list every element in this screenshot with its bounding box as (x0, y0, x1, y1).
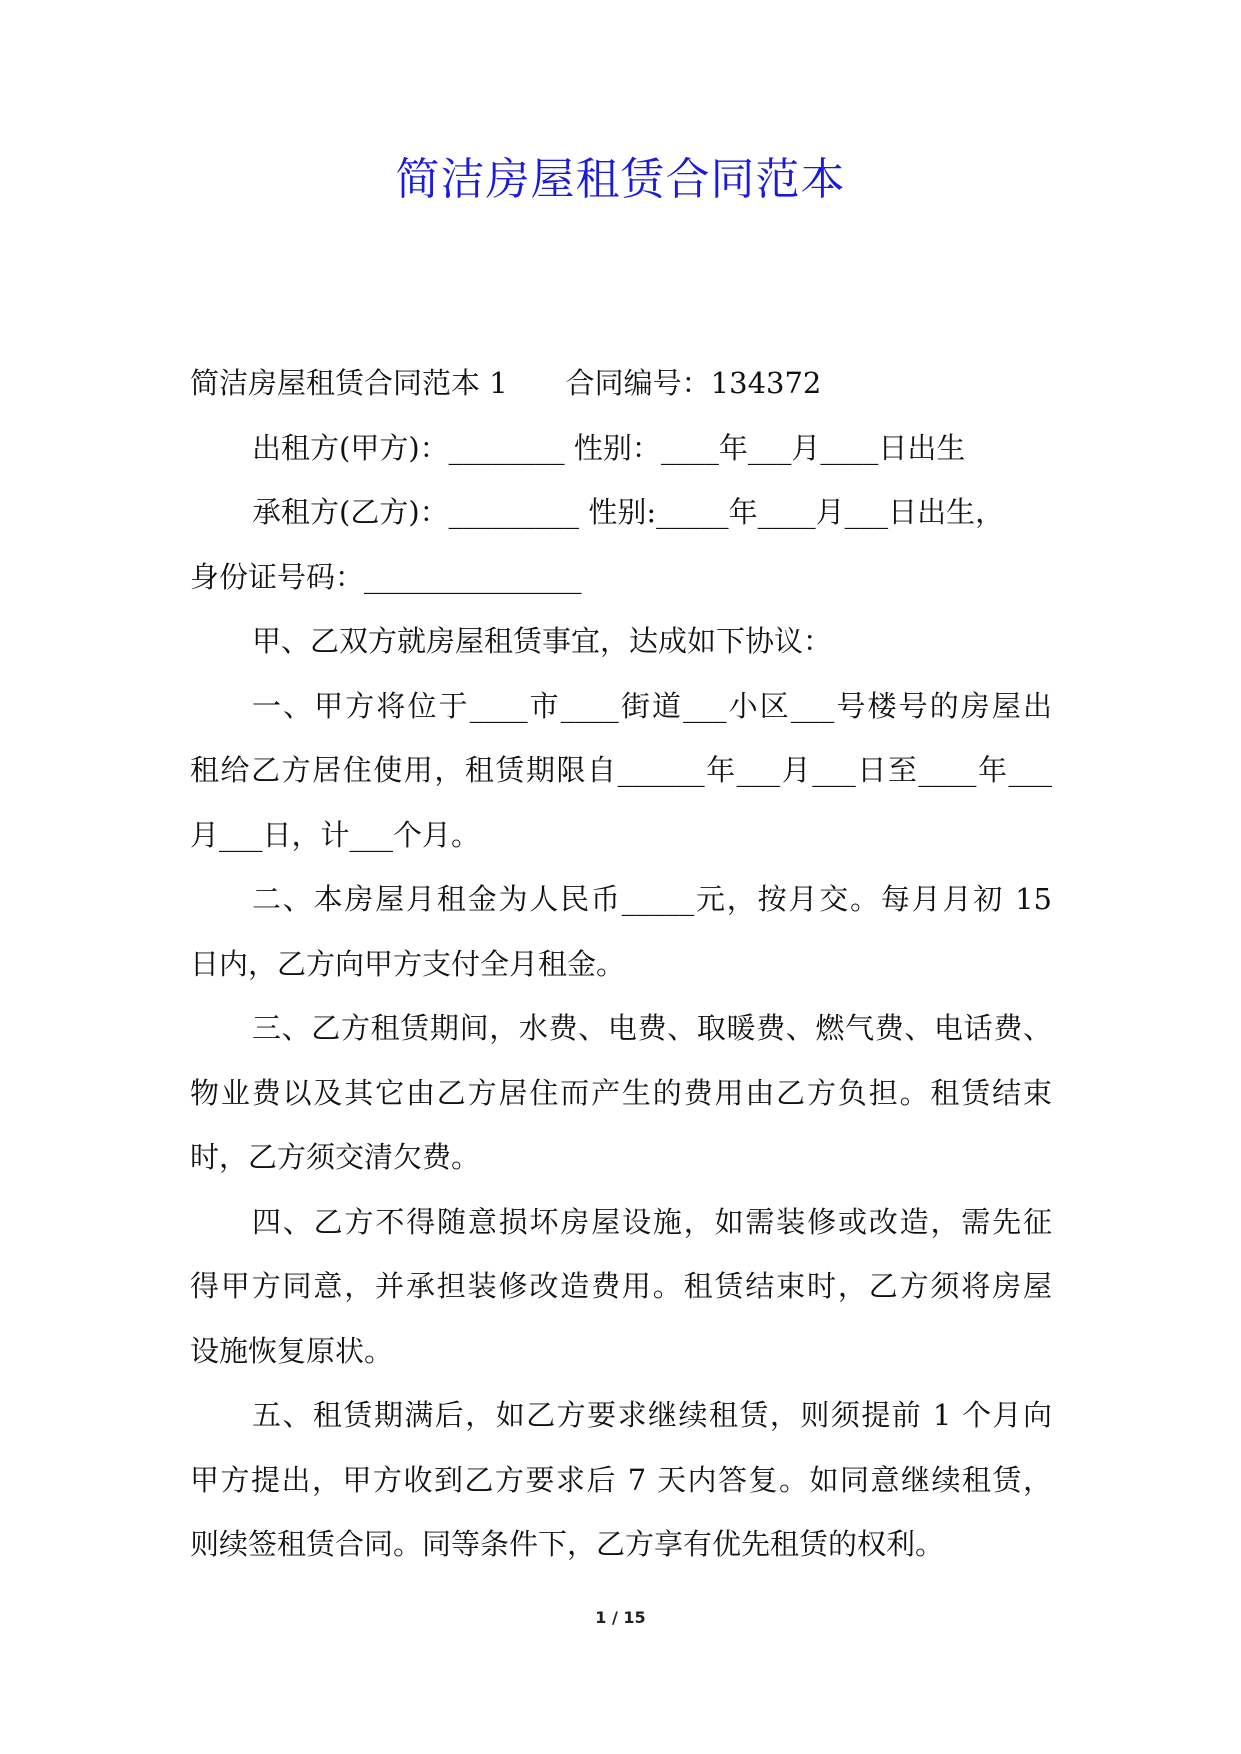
document-title: 简洁房屋租赁合同范本 (395, 154, 846, 205)
clause-3-line-2: 物业费以及其它由乙方居住而产生的费用由乙方负担。租赁结束 (190, 1075, 1052, 1110)
contract-heading-line: 简洁房屋租赁合同范本 1 合同编号：134372 (190, 366, 822, 400)
clause-5-line-3: 则续签租赁合同。同等条件下，乙方享有优先租赁的权利。 (190, 1527, 945, 1561)
clause-5-line-2: 甲方提出，甲方收到乙方要求后 7 天内答复。如同意继续租赁， (190, 1462, 1052, 1497)
clause-2-line-1: 二、本房屋月租金为人民币_____元，按月交。每月月初 15 (252, 882, 1052, 916)
clause-1-line-2: 租给乙方居住使用，租赁期限自______年___月___日至____年___ (190, 753, 1052, 787)
clause-3-line-1: 三、乙方租赁期间，水费、电费、取暖费、燃气费、电话费、 (252, 1011, 1052, 1045)
lessor-line: 出租方(甲方)：________ 性别：____年___月____日出生 (252, 430, 966, 465)
clause-4-line-3: 设施恢复原状。 (190, 1333, 394, 1368)
agreement-intro-line: 甲、乙双方就房屋租赁事宜，达成如下协议： (252, 624, 833, 658)
clause-2-line-2: 日内，乙方向甲方支付全月租金。 (190, 946, 626, 981)
clause-5-line-1: 五、租赁期满后，如乙方要求继续租赁，则须提前 1 个月向 (252, 1398, 1052, 1432)
id-number-line: 身份证号码：_______________ (190, 559, 582, 594)
clause-4-line-2: 得甲方同意，并承担装修改造费用。租赁结束时，乙方须将房屋 (190, 1269, 1052, 1303)
document-body (190, 351, 1052, 1577)
lessee-line: 承租方(乙方)：_________ 性别:_____年____月___日出生， (252, 495, 1005, 529)
page-indicator: 1 / 15 (595, 1608, 646, 1627)
clause-4-line-1: 四、乙方不得随意损坏房屋设施，如需装修或改造，需先征 (252, 1204, 1052, 1239)
clause-1-line-3: 月___日，计___个月。 (190, 817, 481, 852)
clause-3-line-3: 时，乙方须交清欠费。 (190, 1140, 481, 1174)
clause-1-line-1: 一、甲方将位于____市____街道___小区___号楼号的房屋出 (252, 688, 1052, 723)
